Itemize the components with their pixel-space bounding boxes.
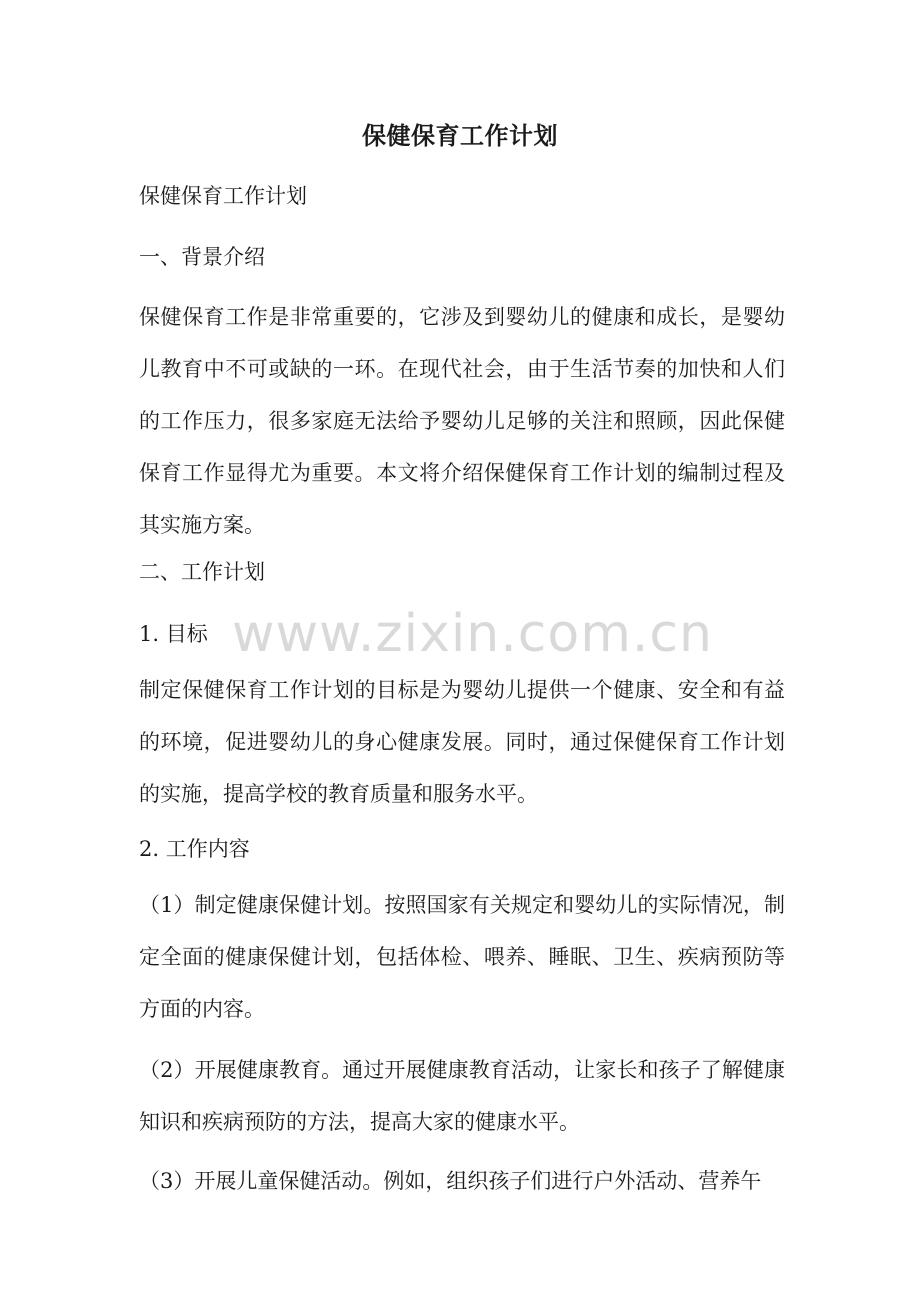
paragraph-goal: 制定保健保育工作计划的目标是为婴幼儿提供一个健康、安全和有益的环境，促进婴幼儿的身心健康发展。同时，通过保健保育工作计划的实施，提高学校的教育质量和服务水平。 bbox=[139, 678, 785, 806]
paragraph-content-2: （2）开展健康教育。通过开展健康教育活动，让家长和孩子了解健康知识和疾病预防的方法，提高大家的健康水平。 bbox=[139, 1058, 785, 1134]
document-title: 保健保育工作计划 bbox=[362, 122, 558, 150]
item-heading-goal: 1. 目标 bbox=[139, 622, 208, 646]
section-heading-work-plan: 二、工作计划 bbox=[139, 560, 265, 584]
paragraph-background: 保健保育工作是非常重要的，它涉及到婴幼儿的健康和成长，是婴幼儿教育中不可或缺的一环。在现代社会，由于生活节奏的加快和人们的工作压力，很多家庭无法给予婴幼儿足够的关注和照顾，因此保健保育工作显得尤为重要。本文将介绍保健保育工作计划的编制过程及其实施方案。 bbox=[139, 305, 785, 537]
item-heading-work-content: 2. 工作内容 bbox=[139, 837, 250, 861]
paragraph-content-1: （1）制定健康保健计划。按照国家有关规定和婴幼儿的实际情况，制定全面的健康保健计划，包括体检、喂养、睡眠、卫生、疾病预防等方面的内容。 bbox=[139, 893, 785, 1021]
document-subtitle: 保健保育工作计划 bbox=[139, 184, 307, 208]
watermark: www.zixin.com.cn bbox=[232, 604, 713, 664]
section-heading-background: 一、背景介绍 bbox=[139, 245, 265, 269]
paragraph-content-3: （3）开展儿童保健活动。例如，组织孩子们进行户外活动、营养午 bbox=[139, 1169, 762, 1193]
